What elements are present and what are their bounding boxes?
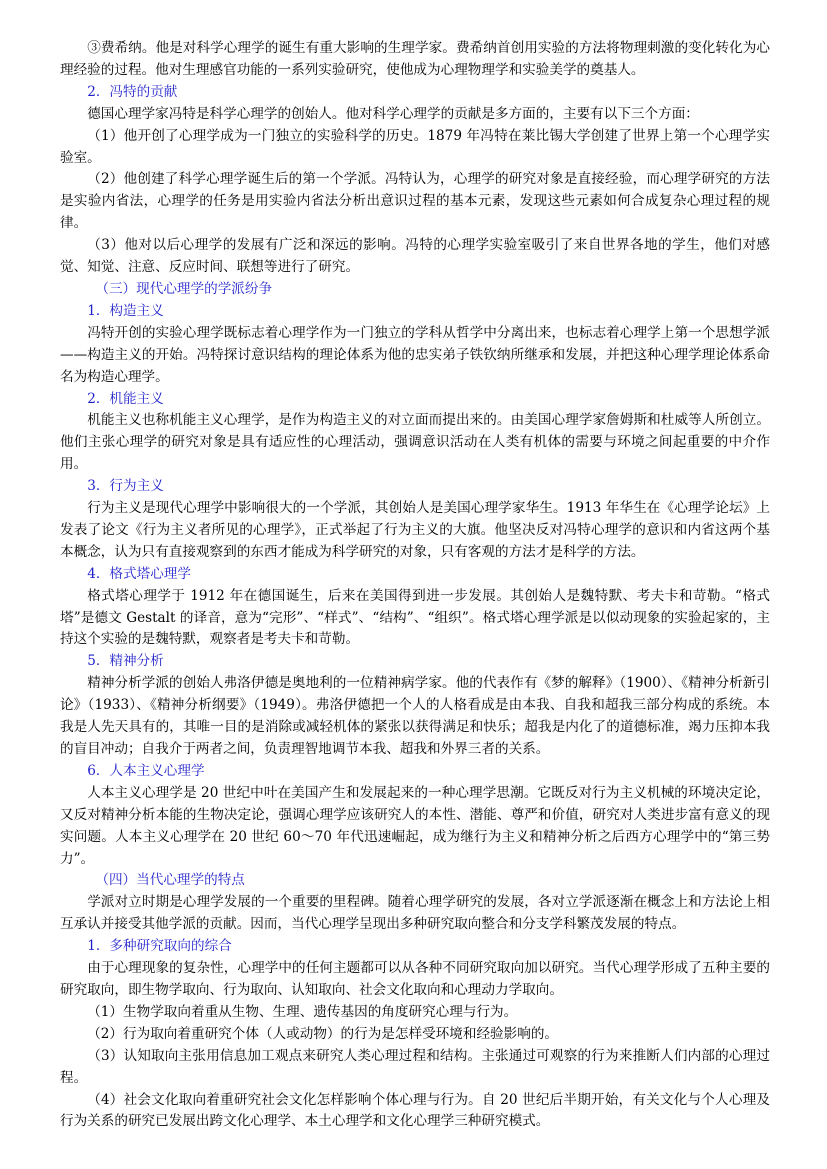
body-paragraph: （2）他创建了科学心理学诞生后的第一个学派。冯特认为，心理学的研究对象是直接经验，而心理学研究的方法是实验内省法，心理学的任务是用实验内省法分析出意识过程的基本元素，发现这些元素如何合成复杂心理过程的规律。	[60, 171, 770, 232]
section-heading: 5．精神分析	[87, 653, 164, 670]
body-paragraph: 行为主义是现代心理学中影响很大的一个学派，其创始人是美国心理学家华生。1913 年华生在《心理学论坛》上发表了论文《行为主义者所见的心理学》，正式举起了行为主义的大旗。他坚决反对冯特心理学的意识和内省这两个基本概念，认为只有直接观察到的东西才能成为科学研究的对象，只有客观的方法才是科学的方法。	[60, 500, 770, 560]
document-body	[60, 38, 770, 1133]
body-paragraph: （3）他对以后心理学的发展有广泛和深远的影响。冯特的心理学实验室吸引了来自世界各地的学生，他们对感觉、知觉、注意、反应时间、联想等进行了研究。	[60, 237, 770, 276]
section-heading: 6．人本主义心理学	[87, 762, 205, 779]
section-heading: 2．冯特的贡献	[87, 83, 178, 100]
section-heading: 3．行为主义	[87, 478, 164, 495]
body-paragraph: 格式塔心理学于 1912 年在德国诞生，后来在美国得到进一步发展。其创始人是魏特默、考夫卡和苛勒。“格式塔”是德文 Gestalt 的译音，意为“完形”、“样式”、“结构”、“组织”。格式塔心理学派是以似动现象的实验起家的，主持这个实验的是魏特默，观察者是考夫卡和苛勒。	[60, 587, 770, 648]
body-paragraph: （2）行为取向着重研究个体（人或动物）的行为是怎样受环境和经验影响的。	[87, 1025, 559, 1042]
section-heading: 1．构造主义	[87, 302, 164, 319]
body-paragraph: （1）生物学取向着重从生物、生理、遗传基因的角度研究心理与行为。	[87, 1003, 518, 1020]
body-paragraph: 由于心理现象的复杂性，心理学中的任何主题都可以从各种不同研究取向加以研究。当代心理学形成了五种主要的研究取向，即生物学取向、行为取向、认知取向、社会文化取向和心理动力学取向。	[60, 960, 770, 998]
top-margin	[60, 0, 770, 38]
body-paragraph: （3）认知取向主张用信息加工观点来研究人类心理过程和结构。主张通过可观察的行为来推断人们内部的心理过程。	[60, 1047, 770, 1086]
subsection-heading: （四）当代心理学的特点	[95, 872, 245, 889]
section-heading: 2．机能主义	[87, 390, 164, 407]
body-paragraph: 学派对立时期是心理学发展的一个重要的里程碑。随着心理学研究的发展，各对立学派逐渐在概念上和方法论上相互承认并接受其他学派的贡献。因而，当代心理学呈现出多种研究取向整合和分支学科繁茂发展的特点。	[60, 894, 770, 933]
subsection-heading: （三）现代心理学的学派纷争	[95, 280, 273, 297]
body-paragraph: ③费希纳。他是对科学心理学的诞生有重大影响的生理学家。费希纳首创用实验的方法将物理刺激的变化转化为心理经验的过程。他对生理感官功能的一系列实验研究，使他成为心理物理学和实验美学的奠基人。	[60, 40, 770, 78]
section-heading: 1．多种研究取向的综合	[87, 938, 232, 955]
body-paragraph: 德国心理学家冯特是科学心理学的创始人。他对科学心理学的贡献是多方面的，主要有以下三个方面：	[87, 105, 699, 122]
body-paragraph: （4）社会文化取向着重研究社会文化怎样影响个体心理与行为。自 20 世纪后半期开始，有关文化与个人心理及行为关系的研究已发展出跨文化心理学、本土心理学和文化心理学三种研究模式。	[60, 1091, 770, 1130]
body-paragraph: 机能主义也称机能主义心理学，是作为构造主义的对立面而提出来的。由美国心理学家詹姆斯和杜威等人所创立。他们主张心理学的研究对象是具有适应性的心理活动，强调意识活动在人类有机体的需要与环境之间起重要的中介作用。	[60, 412, 770, 473]
body-paragraph: 冯特开创的实验心理学既标志着心理学作为一门独立的学科从哲学中分离出来，也标志着心理学上第一个思想学派——构造主义的开始。冯特探讨意识结构的理论体系为他的忠实弟子铁钦纳所继承和发展，并把这种心理学理论体系命名为构造心理学。	[60, 324, 770, 385]
body-paragraph: 人本主义心理学是 20 世纪中叶在美国产生和发展起来的一种心理学思潮。它既反对行为主义机械的环境决定论，又反对精神分析本能的生物决定论，强调心理学应该研究人的本性、潜能、尊严和价值，研究对人类进步富有意义的现实问题。人本主义心理学在 20 世纪 60～70 年代迅速崛起，成为继行为主义和精神分析之后西方心理学中的“第三势力”。	[60, 784, 770, 867]
section-heading: 4．格式塔心理学	[87, 565, 191, 582]
body-paragraph: （1）他开创了心理学成为一门独立的实验科学的历史。1879 年冯特在莱比锡大学创建了世界上第一个心理学实验室。	[60, 127, 770, 166]
body-paragraph: 精神分析学派的创始人弗洛伊德是奥地利的一位精神病学家。他的代表作有《梦的解释》（1900）、《精神分析新引论》（1933）、《精神分析纲要》（1949）。弗洛伊德把一个人的人格看成是由本我、自我和超我三部分构成的系统。本我是人先天具有的，其唯一目的是消除或减轻机体的紧张以获得满足和快乐；超我是内化了的道德标准，竭力压抑本我的盲目冲动；自我介于两者之间，负责理智地调节本我、超我和外界三者的关系。	[60, 675, 770, 757]
